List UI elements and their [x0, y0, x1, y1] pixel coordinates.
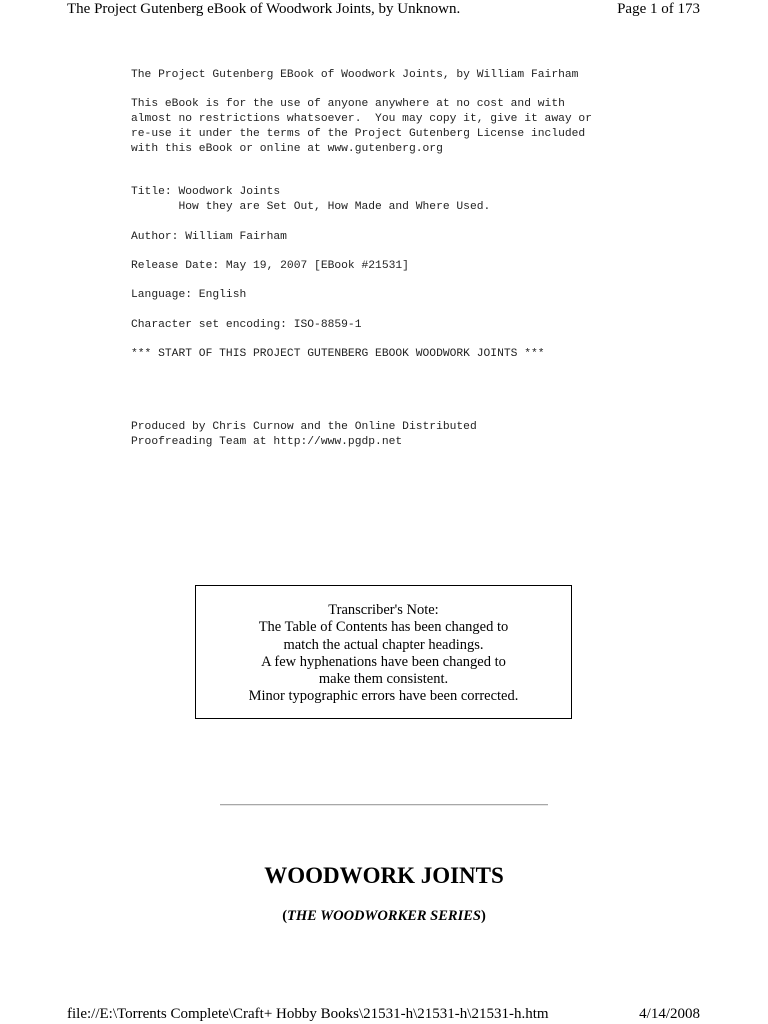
encoding-field: Character set encoding: ISO-8859-1: [131, 319, 362, 331]
ebook-heading: The Project Gutenberg EBook of Woodwork Joints, by William Fairham: [131, 69, 579, 81]
transcriber-note-heading: Transcriber's Note:: [328, 602, 439, 618]
author-field: Author: William Fairham: [131, 231, 287, 243]
transcriber-note-line: The Table of Contents has been changed to: [258, 619, 509, 636]
release-date-field: Release Date: May 19, 2007 [EBook #21531]: [131, 260, 409, 272]
series-name: THE WOODWORKER SERIES: [287, 908, 481, 924]
book-title: WOODWORK JOINTS: [264, 863, 504, 888]
print-footer-date: 4/14/2008: [639, 1006, 700, 1022]
series-open-paren: (: [282, 908, 288, 924]
horizontal-divider: [220, 804, 548, 806]
print-footer-path: file://E:\Torrents Complete\Craft+ Hobby Books\21531-h\21531-h\21531-h.htm: [67, 1006, 549, 1022]
series-subtitle: [0, 907, 768, 925]
transcriber-note-line: Minor typographic errors have been corrected.: [248, 688, 519, 705]
start-marker: *** START OF THIS PROJECT GUTENBERG EBOOK WOODWORK JOINTS ***: [131, 348, 545, 360]
print-header-page-number: Page 1 of 173: [617, 1, 700, 17]
series-close-paren: ): [480, 908, 486, 924]
transcriber-note-line: match the actual chapter headings.: [283, 636, 484, 653]
title-field: Title: Woodwork Joints How they are Set Out, How Made and Where Used.: [131, 186, 491, 213]
transcriber-note-box: [195, 585, 572, 719]
license-paragraph: This eBook is for the use of anyone anywhere at no cost and with almost no restrictions whatsoever. You may copy it, give it away or re-use it under the terms of the Project Gutenberg License included with this eBook or online at www.gutenberg.org: [131, 98, 592, 155]
transcriber-note-line: A few hyphenations have been changed to: [261, 653, 506, 670]
language-field: Language: English: [131, 289, 247, 301]
transcriber-note-line: make them consistent.: [318, 671, 449, 688]
print-header-title: The Project Gutenberg eBook of Woodwork Joints, by Unknown.: [67, 1, 461, 17]
produced-by-credit: Produced by Chris Curnow and the Online Distributed Proofreading Team at http://www.pgdp.net: [131, 421, 477, 448]
